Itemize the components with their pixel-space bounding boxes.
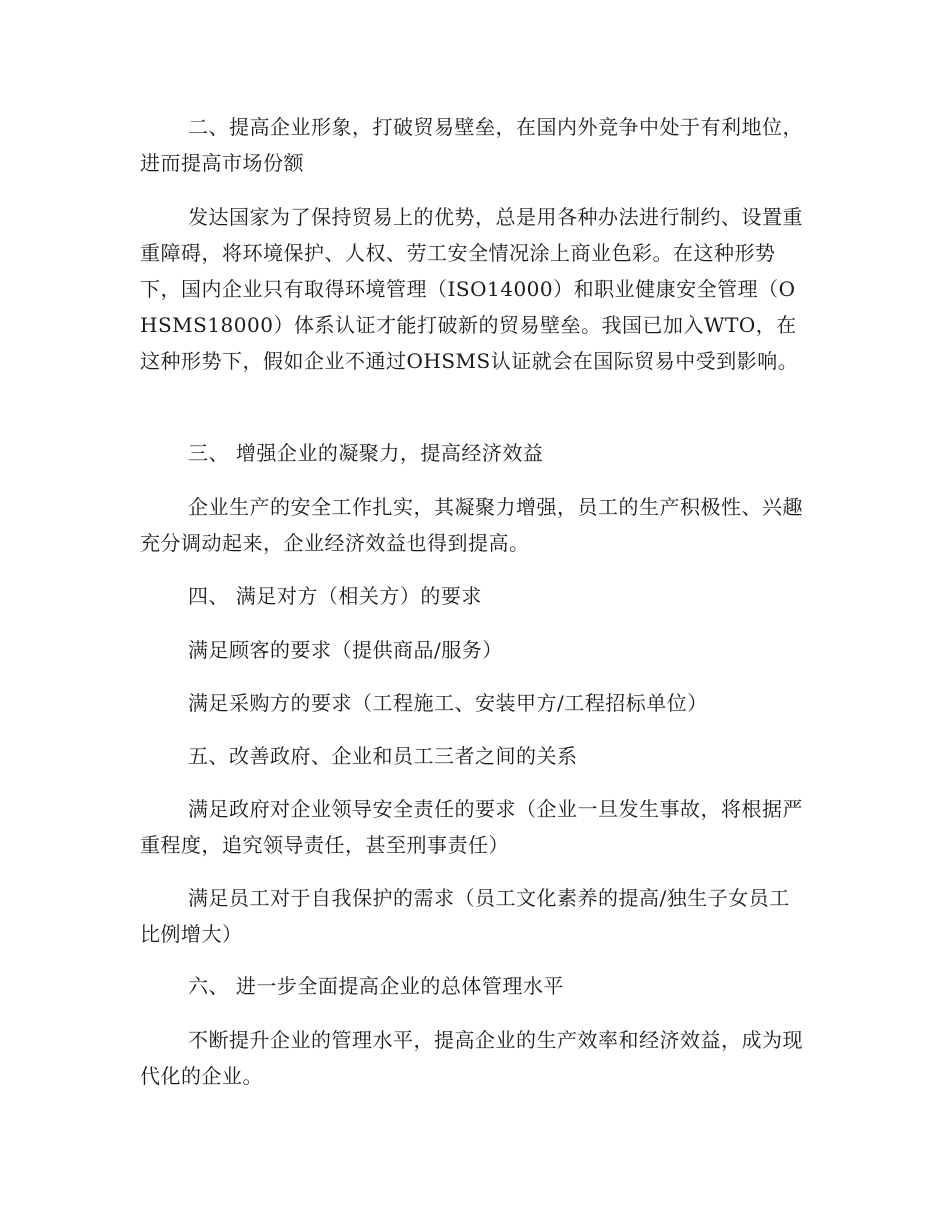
body-paragraph-government-requirements: 满足政府对企业领导安全责任的要求（企业一旦发生事故，将根据严重程度，追究领导责任，甚至刑事责任） <box>140 797 803 857</box>
body-paragraph-customer-requirements: 满足顾客的要求（提供商品/服务） <box>188 638 503 662</box>
body-paragraph-cohesion: 企业生产的安全工作扎实，其凝聚力增强，员工的生产积极性、兴趣充分调动起来，企业经济效益也得到提高。 <box>140 495 803 555</box>
section-heading-4: 四、 满足对方（相关方）的要求 <box>188 584 482 608</box>
body-paragraph-employee-needs: 满足员工对于自我保护的需求（员工文化素养的提高/独生子女员工比例增大） <box>140 886 790 946</box>
section-heading-6: 六、 进一步全面提高企业的总体管理水平 <box>188 974 564 998</box>
body-paragraph-management-level: 不断提升企业的管理水平，提高企业的生产效率和经济效益，成为现代化的企业。 <box>140 1028 803 1088</box>
body-paragraph-trade-barriers: 发达国家为了保持贸易上的优势，总是用各种办法进行制约、设置重重障碍，将环境保护、人权、劳工安全情况涂上商业色彩。在这种形势下，国内企业只有取得环境管理（ISO14000）和职业健康安全管理（OHSMS18000）体系认证才能打破新的贸易壁垒。我国已加入WTO，在这种形势下，假如企业不通过OHSMS认证就会在国际贸易中受到影响。 <box>140 205 803 373</box>
body-paragraph-purchaser-requirements: 满足采购方的要求（工程施工、安装甲方/工程招标单位） <box>188 691 708 715</box>
section-heading-3: 三、 增强企业的凝聚力，提高经济效益 <box>188 441 544 465</box>
section-heading-2: 二、提高企业形象，打破贸易壁垒，在国内外竞争中处于有利地位，进而提高市场份额 <box>140 115 803 175</box>
section-heading-5: 五、改善政府、企业和员工三者之间的关系 <box>188 744 578 768</box>
